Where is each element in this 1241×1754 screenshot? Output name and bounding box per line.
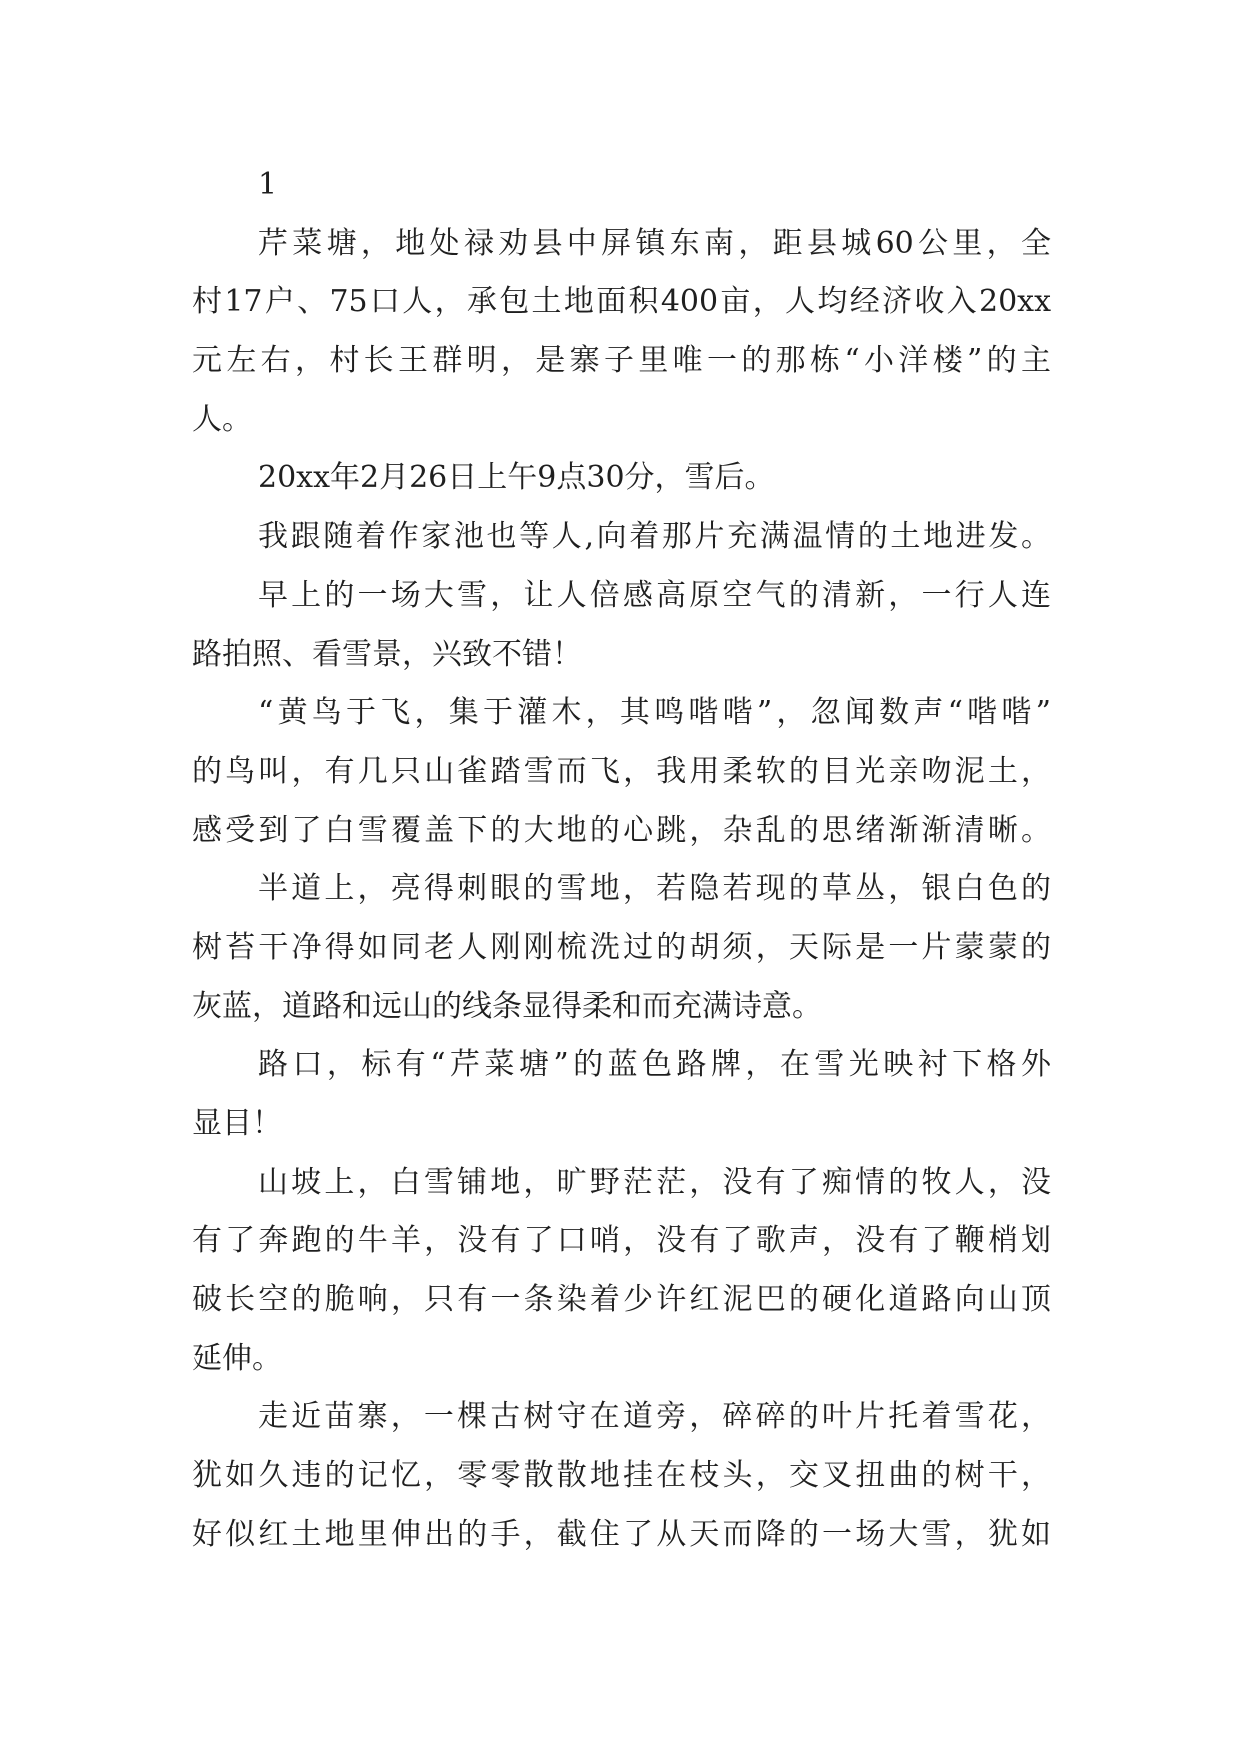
text-line: 灰蓝，道路和远山的线条显得柔和而充满诗意。 [192, 988, 822, 1024]
text-line: 元左右，村长王群明，是寨子里唯一的那栋“小洋楼”的主 [192, 343, 1051, 379]
paragraph [192, 1036, 1051, 1153]
text-line: 路口，标有“芹菜塘”的蓝色路牌，在雪光映衬下格外 [258, 1047, 1051, 1083]
text-line: 感受到了白雪覆盖下的大地的心跳，杂乱的思绪渐渐清晰。 [192, 812, 1051, 848]
text-line: 显目！ [192, 1106, 282, 1141]
text-line: 芹菜塘，地处禄劝县中屏镇东南，距县城60公里，全 [258, 225, 1051, 261]
text-line: 破长空的脆响，只有一条染着少许红泥巴的硬化道路向山顶 [192, 1282, 1051, 1318]
paragraph [192, 1388, 1051, 1564]
paragraph [192, 684, 1051, 860]
text-line: 20xx年2月26日上午9点30分，雪后。 [258, 460, 775, 496]
document-body [192, 156, 1051, 1565]
paragraph [192, 215, 1051, 450]
text-line: 犹如久违的记忆，零零散散地挂在枝头，交叉扭曲的树干， [192, 1458, 1051, 1494]
text-line: 的鸟叫，有几只山雀踏雪而飞，我用柔软的目光亲吻泥土， [192, 753, 1051, 789]
text-line: 走近苗寨，一棵古树守在道旁，碎碎的叶片托着雪花， [258, 1399, 1051, 1435]
text-line: 我跟随着作家池也等人,向着那片充满温情的土地进发。 [258, 519, 1051, 555]
paragraph [192, 508, 1051, 567]
text-line: 人。 [192, 401, 252, 437]
text-line: 有了奔跑的牛羊，没有了口哨，没有了歌声，没有了鞭梢划 [192, 1223, 1051, 1259]
text-line: 半道上，亮得刺眼的雪地，若隐若现的草丛，银白色的 [258, 871, 1051, 907]
text-line: 好似红土地里伸出的手，截住了从天而降的一场大雪，犹如 [192, 1516, 1051, 1552]
text-line: 路拍照、看雪景，兴致不错！ [192, 636, 582, 672]
paragraph [192, 449, 1051, 508]
paragraph [192, 567, 1051, 684]
text-line: 村17户、75口人，承包土地面积400亩，人均经济收入20xx [192, 284, 1051, 320]
text-line: 延伸。 [192, 1340, 282, 1376]
text-line: 树苔干净得如同老人刚刚梳洗过的胡须，天际是一片蒙蒙的 [192, 929, 1051, 965]
paragraph [192, 860, 1051, 1036]
page-marker: 1 [258, 167, 278, 202]
paragraph [192, 1154, 1051, 1389]
text-line: “黄鸟于飞，集于灌木，其鸣喈喈”，忽闻数声“喈喈” [258, 695, 1051, 731]
text-line: 山坡上，白雪铺地，旷野茫茫，没有了痴情的牧人，没 [258, 1164, 1051, 1200]
text-line: 早上的一场大雪，让人倍感高原空气的清新，一行人连 [258, 577, 1051, 613]
